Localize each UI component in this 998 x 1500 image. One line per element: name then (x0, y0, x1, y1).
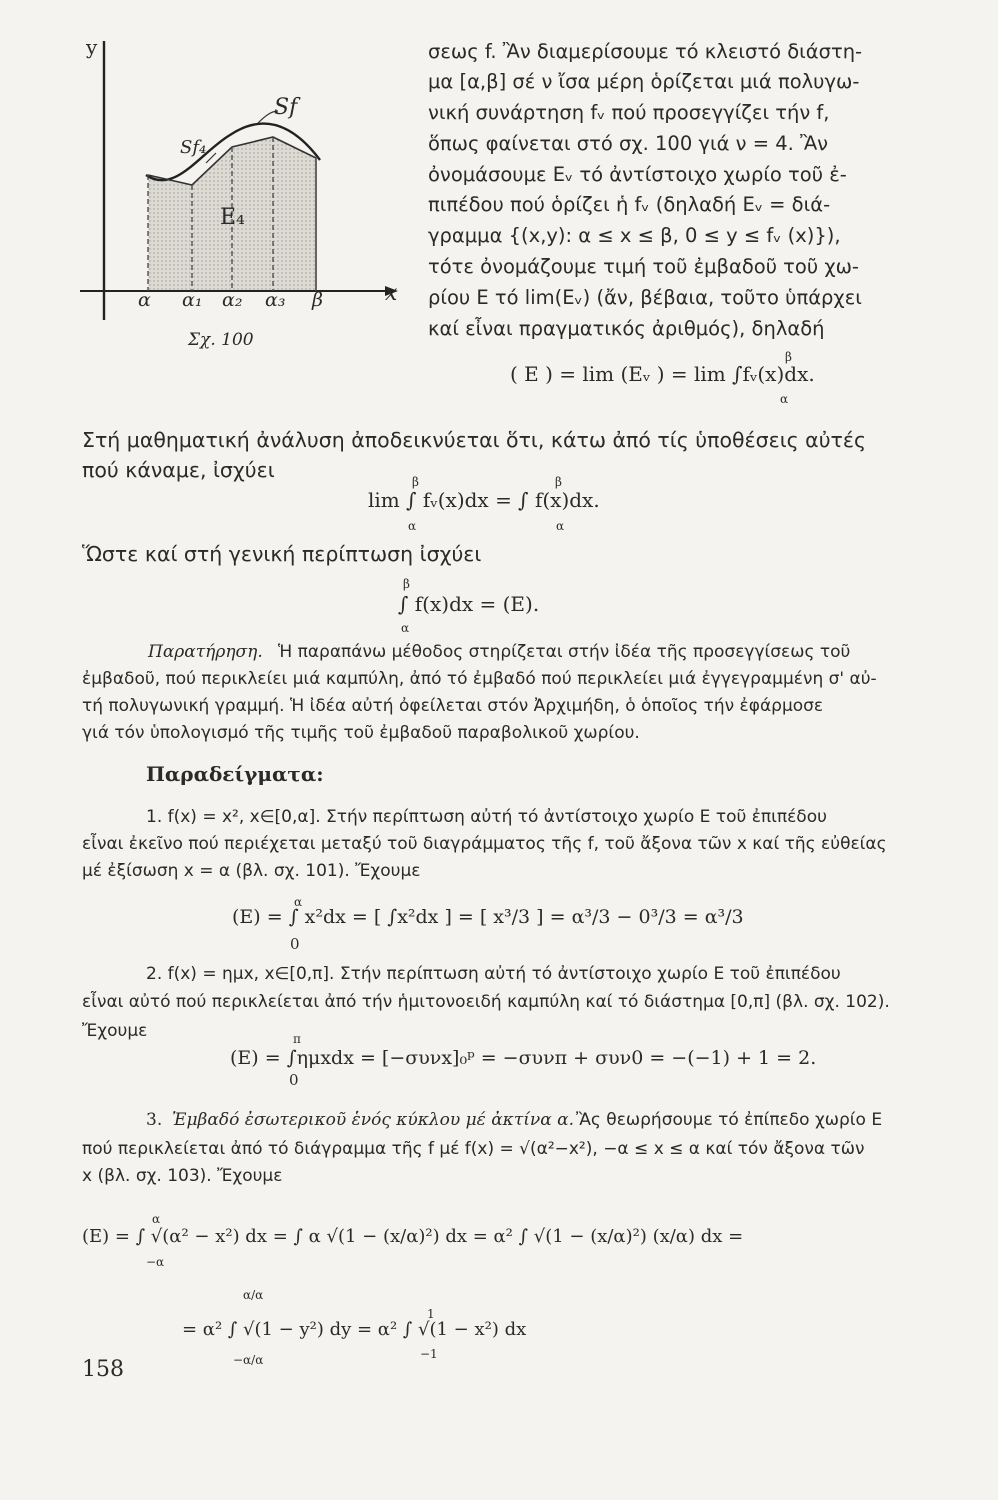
sf4-label: Sf₄ (180, 137, 207, 158)
sf-label: Sf (274, 95, 298, 120)
examples-heading: Παραδείγματα: (146, 762, 324, 786)
ex2-line: Ἔχουμε (82, 1021, 148, 1041)
ex2-equation: (E) = ∫ημxdx = [−συνx]₀ᵖ = −συνπ + συν0 = −(−1) + 1 = 2. (230, 1047, 817, 1069)
eq-limit-lower: α (780, 392, 789, 406)
ex3-equation1: (E) = ∫ √(α² − x²) dx = ∫ α √(1 − (x/α)²) dx = α² ∫ √(1 − (x/α)²) (x/α) dx = (82, 1226, 744, 1247)
tick-alpha3: α₃ (265, 289, 286, 311)
ex3-limit-neg-a: −α (146, 1255, 165, 1269)
ex1-equation: (E) = ∫ x²dx = [ ∫x²dx ] = [ x³/3 ] = α³/3 − 0³/3 = α³/3 (232, 906, 744, 928)
eq-limit-upper: β (785, 350, 792, 364)
ex3-limit-neg-frac: −α/α (233, 1353, 264, 1367)
intro-line: τότε ὀνομάζουμε τιμή τοῦ ἐμβαδοῦ τοῦ χω- (428, 255, 859, 278)
intro-line: σεως f. Ἂν διαμερίσουμε τό κλειστό διάστη- (428, 40, 863, 63)
eq-conv-lower2: α (556, 519, 565, 533)
intro-line: ρίου E τό lim(Eᵥ) (ἄν, βέβαια, τοῦτο ὑπάρχει (428, 286, 862, 309)
ex2-lower: 0 (289, 1071, 299, 1089)
ex3-limit-one: 1 (427, 1307, 435, 1321)
intro-line: μα [α,β] σέ ν ἴσα μέρη ὁρίζεται μιά πολυγω- (428, 70, 860, 93)
figure-caption: Σχ. 100 (188, 330, 254, 350)
ex1-line: μέ ἐξίσωση x = α (βλ. σχ. 101). Ἔχουμε (82, 861, 421, 881)
pointer-sf4 (206, 153, 216, 163)
ex3-equation2: = α² ∫ √(1 − y²) dy = α² ∫ √(1 − x²) dx (182, 1319, 527, 1340)
ex3-limit-neg-one: −1 (420, 1347, 438, 1361)
ex3-limit-frac: α/α (243, 1288, 264, 1302)
intro-line: ὀνομάσουμε Eᵥ τό ἀντίστοιχο χωρίο τοῦ ἐ- (428, 163, 847, 186)
intro-line: ὅπως φαίνεται στό σχ. 100 γιά ν = 4. Ἂν (428, 132, 829, 155)
tick-alpha2: α₂ (222, 289, 243, 311)
eq-general-lower: α (401, 621, 410, 635)
eq-general: ∫ f(x)dx = (E). (398, 592, 540, 616)
intro-line: νική συνάρτηση fᵥ πού προσεγγίζει τήν f, (428, 101, 830, 124)
tick-alpha: α (138, 289, 151, 311)
page-number: 158 (82, 1357, 124, 1382)
eq-conv-upper1: β (412, 475, 419, 489)
intro-line: γραμμα {(x,y): α ≤ x ≤ β, 0 ≤ y ≤ fᵥ (x)}), (428, 224, 841, 247)
ex3-line: Ἂς θεωρήσουμε τό ἐπίπεδο χωρίο E (576, 1110, 883, 1130)
remark-line: τή πολυγωνική γραμμή. Ἡ ἰδέα αὐτή ὀφείλεται στόν Ἀρχιμήδη, ὁ ὁποῖος τήν ἐφάρμοσε (82, 696, 824, 716)
ex1-line: εἶναι ἐκεῖνο πού περιέχεται μεταξύ τοῦ διαγράμματος τῆς f, τοῦ ἄξονα τῶν x καί τῆς εὐθείας (82, 834, 887, 854)
eq-convergence: lim ∫ fᵥ(x)dx = ∫ f(x)dx. (368, 488, 600, 512)
remark-label: Παρατήρηση. (148, 642, 263, 662)
ex2-upper: π (293, 1032, 301, 1046)
y-axis-label: y (86, 35, 98, 59)
ex1-line: 1. f(x) = x², x∈[0,α]. Στήν περίπτωση αὐτή τό ἀντίστοιχο χωρίο E τοῦ ἐπιπέδου (146, 807, 827, 827)
ex2-line: 2. f(x) = ημx, x∈[0,π]. Στήν περίπτωση αὐτή τό ἀντίστοιχο χωρίο E τοῦ ἐπιπέδου (146, 964, 841, 984)
remark-line: γιά τόν ὑπολογισμό τῆς τιμῆς τοῦ ἐμβαδοῦ παραβολικοῦ χωρίου. (82, 723, 640, 743)
eq-conv-lower1: α (408, 519, 417, 533)
ex3-line: πού περικλείεται ἀπό τό διάγραμμα τῆς f μέ f(x) = √(α²−x²), −α ≤ x ≤ α καί τόν ἄξονα τῶν (82, 1139, 865, 1159)
x-axis-label: x (385, 281, 398, 306)
general-line: Ὥστε καί στή γενική περίπτωση ἰσχύει (82, 542, 482, 566)
figure-graph (80, 35, 410, 335)
ex3-number: 3. (146, 1110, 163, 1130)
intro-line: πιπέδου πού ὁρίζει ἡ fᵥ (δηλαδή Eᵥ = διά- (428, 193, 831, 216)
figure-100 (80, 35, 410, 350)
ex1-upper: α (294, 895, 303, 909)
ex2-line: εἶναι αὐτό πού περικλείεται ἀπό τήν ἡμιτονοειδή καμπύλη καί τό διάστημα [0,π] (βλ. σχ. 102). (82, 992, 890, 1012)
intro-line: καί εἶναι πραγματικός ἀριθμός), δηλαδή (428, 317, 825, 340)
analysis-line: πού κάναμε, ἰσχύει (82, 458, 275, 482)
e4-label: E₄ (220, 205, 245, 230)
remark-line: ἐμβαδοῦ, πού περικλείει μιά καμπύλη, ἀπό τό ἐμβαδό πού περικλείει μιά ἐγγεγραμμένη σ' αὐ- (82, 669, 877, 689)
tick-alpha1: α₁ (182, 289, 203, 311)
ex1-lower: 0 (290, 935, 300, 953)
ex3-line: x (βλ. σχ. 103). Ἔχουμε (82, 1166, 283, 1186)
eq-general-upper: β (403, 577, 410, 591)
ex3-title: Ἐμβαδό ἐσωτερικοῦ ἑνός κύκλου μέ ἀκτίνα α. (172, 1110, 574, 1130)
remark-line: Ἡ παραπάνω μέθοδος στηρίζεται στήν ἰδέα τῆς προσεγγίσεως τοῦ (278, 642, 851, 662)
ex3-limit-a: α (152, 1212, 161, 1226)
eq-limit: ( E ) = lim (Eᵥ ) = lim ∫fᵥ(x)dx. (510, 362, 815, 386)
tick-beta: β (312, 289, 323, 311)
analysis-line: Στή μαθηματική ἀνάλυση ἀποδεικνύεται ὅτι, κάτω ἀπό τίς ὑποθέσεις αὐτές (82, 428, 867, 452)
eq-conv-upper2: β (555, 475, 562, 489)
